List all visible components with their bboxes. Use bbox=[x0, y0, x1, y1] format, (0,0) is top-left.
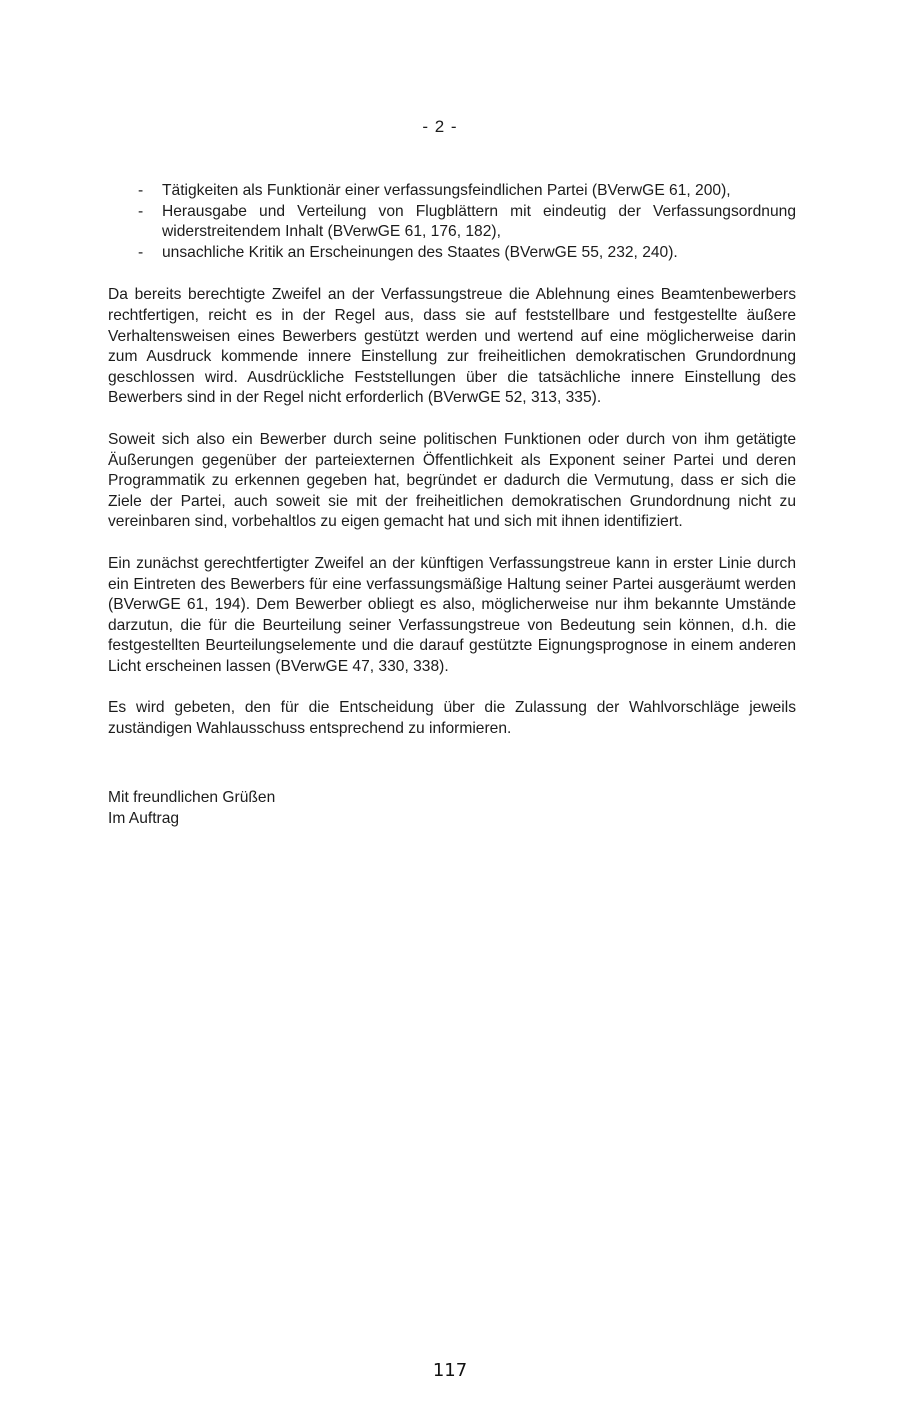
closing-signoff: Im Auftrag bbox=[108, 809, 180, 827]
list-item bbox=[108, 243, 796, 264]
paragraph-refuting-doubt: Ein zunächst gerechtfertigter Zweifel an der künftigen Verfassungstreue kann in erster Linie durch ein Eintreten des Bewerbers für eine verfassungsmäßige Haltung seiner Partei ausgeräumt werden (BVerwGE 61, 194). Dem Bewerber obliegt es also, möglicherweise nur ihm bekannte Umstände darzutun, die für die Beurteilung seiner Verfassungstreue von Bedeutung sein können, d.h. die festgestellten Beurteilungselemente und die darauf gestützte Eignungsprognose in einem anderen Licht erscheinen lassen (BVerwGE 47, 330, 338). bbox=[108, 554, 796, 675]
list-dash: - bbox=[138, 243, 144, 261]
paragraph-request: Es wird gebeten, den für die Entscheidung über die Zulassung der Wahlvorschläge jeweils zuständigen Wahlausschuss entsprechend zu informieren. bbox=[108, 699, 796, 738]
list-item bbox=[108, 202, 796, 243]
closing-greeting: Mit freundlichen Grüßen bbox=[108, 788, 276, 806]
page-number: 117 bbox=[432, 1360, 468, 1381]
paragraph-applicant-exponent: Soweit sich also ein Bewerber durch seine politischen Funktionen oder durch von ihm getätigte Äußerungen gegenüber der parteiexternen Öffentlichkeit als Exponent seiner Partei und deren Programmatik zu erkennen gegeben hat, begründet er dadurch die Vermutung, dass er sich die Ziele der Partei, auch soweit sie mit der freiheitlichen demokratischen Grundordnung nicht zu vereinbaren sind, vorbehaltlos zu eigen gemacht hat und sich mit ihnen identifiziert. bbox=[108, 430, 796, 531]
list-item-text: Tätigkeiten als Funktionär einer verfassungsfeindlichen Partei (BVerwGE 61, 200), bbox=[162, 182, 731, 199]
list-item-text: unsachliche Kritik an Erscheinungen des Staates (BVerwGE 55, 232, 240). bbox=[162, 243, 678, 261]
paragraph-reasonable-doubt: Da bereits berechtigte Zweifel an der Verfassungstreue die Ablehnung eines Beamtenbewerbers rechtfertigen, reicht es in der Regel aus, dass sie auf feststellbare und festgestellte äußere Verhaltensweisen eines Bewerbers gestützt werden und wertend auf eine möglicherweise darin zum Ausdruck kommende innere Einstellung zur freiheitlichen demokratischen Grundordnung geschlossen wird. Ausdrückliche Feststellungen über die tatsächliche innere Einstellung des Bewerbers sind in der Regel nicht erforderlich (BVerwGE 52, 313, 335). bbox=[108, 286, 796, 407]
page-marker: - 2 - bbox=[422, 117, 458, 136]
letter-body bbox=[108, 181, 796, 829]
closing-block bbox=[108, 787, 796, 829]
examples-list bbox=[108, 181, 796, 263]
list-item bbox=[108, 181, 796, 202]
list-item-text: Herausgabe und Verteilung von Flugblättern mit eindeutig der Verfassungsordnung widerstreitendem Inhalt (BVerwGE 61, 176, 182), bbox=[162, 202, 796, 241]
list-dash: - bbox=[138, 202, 144, 220]
list-dash: - bbox=[138, 182, 144, 199]
